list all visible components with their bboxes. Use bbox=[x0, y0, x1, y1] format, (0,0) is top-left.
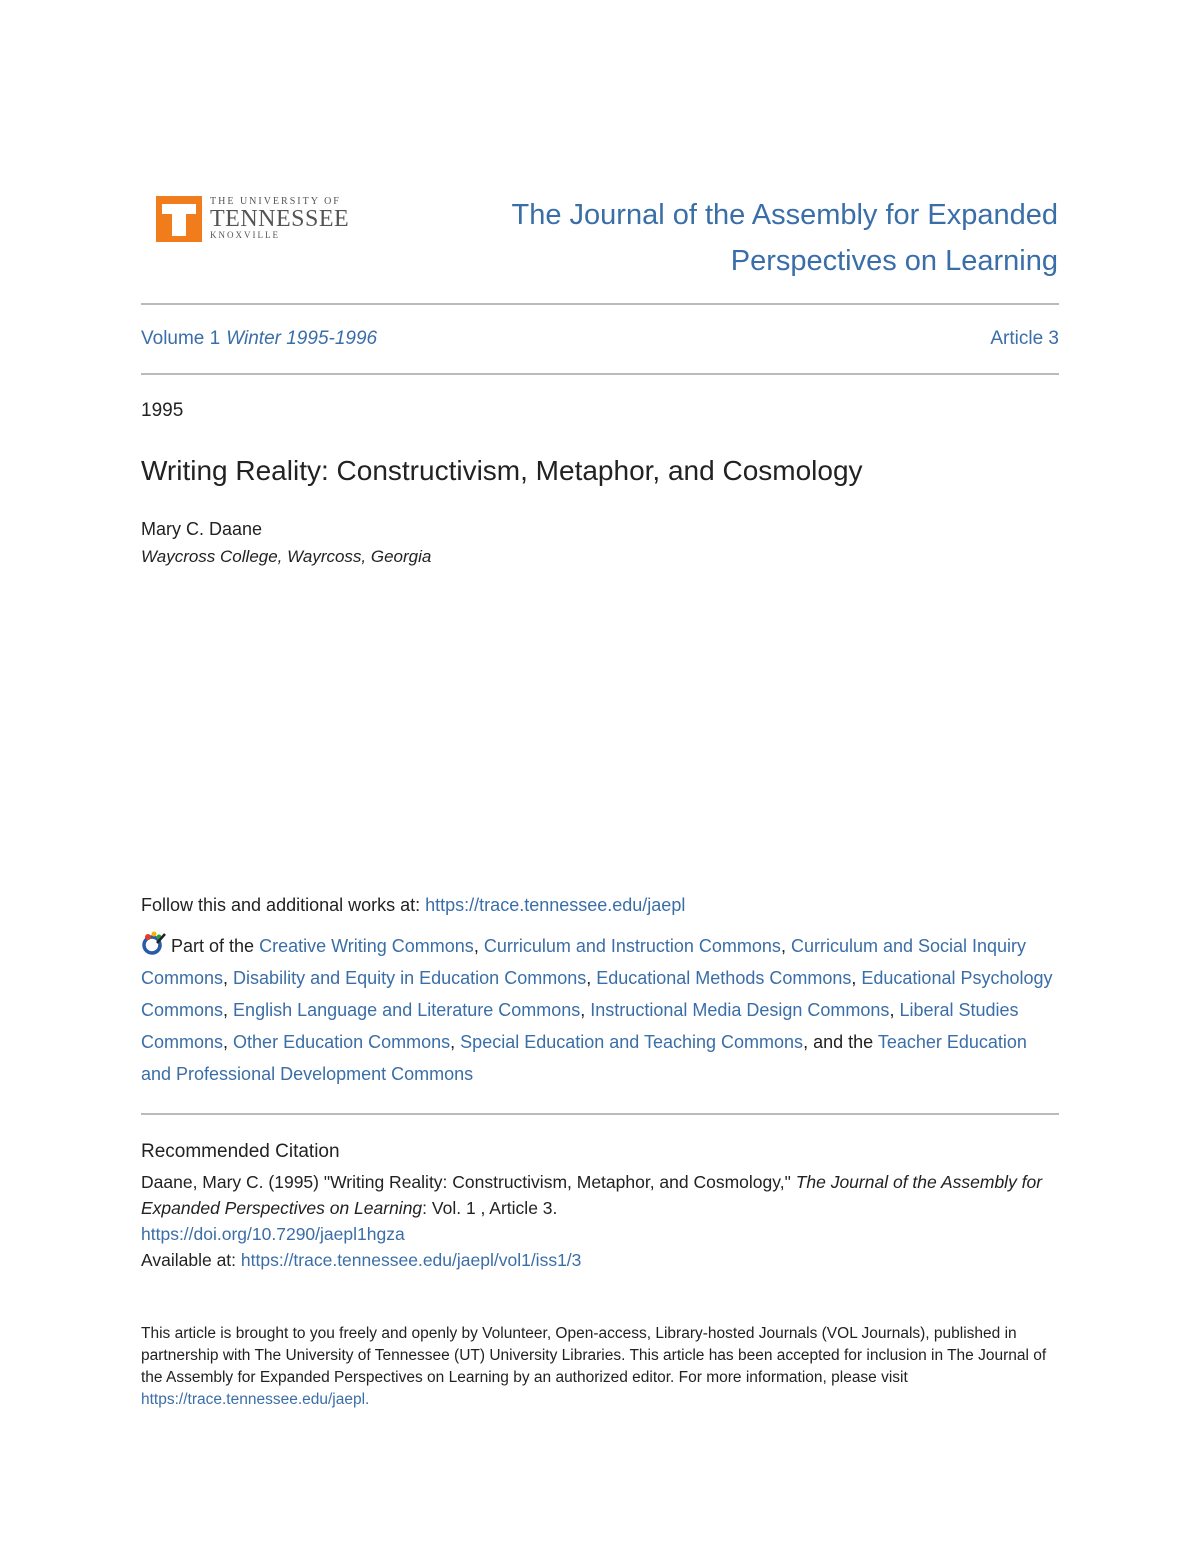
volume-row bbox=[141, 328, 1059, 350]
part-of-prefix: Part of the bbox=[171, 936, 255, 956]
journal-title[interactable] bbox=[418, 192, 1058, 284]
doi-link[interactable]: https://doi.org/10.7290/jaepl1hgza bbox=[141, 1224, 405, 1244]
commons-link[interactable]: Disability and Equity in Education Commons bbox=[233, 968, 587, 988]
commons-link[interactable]: English Language and Literature Commons bbox=[233, 1000, 581, 1020]
commons-link[interactable]: Creative Writing Commons bbox=[259, 936, 474, 956]
follow-label: Follow this and additional works at: bbox=[141, 895, 421, 915]
and-the-text: and the bbox=[813, 1032, 874, 1052]
commons-link[interactable]: Curriculum and Social Inquiry Commons bbox=[141, 936, 1027, 988]
citation-heading: Recommended Citation bbox=[141, 1141, 340, 1162]
citation-block bbox=[141, 1169, 1059, 1273]
commons-link[interactable]: Educational Methods Commons bbox=[596, 968, 852, 988]
logo-line1: THE UNIVERSITY OF bbox=[210, 196, 341, 207]
author-affiliation: Waycross College, Wayrcoss, Georgia bbox=[141, 547, 432, 566]
citation-journal: The Journal of the Assembly for Expanded Perspectives on Learning bbox=[141, 1172, 1043, 1218]
available-label: Available at: bbox=[141, 1250, 237, 1270]
footer-link[interactable]: https://trace.tennessee.edu/jaepl. bbox=[141, 1391, 370, 1408]
volume-link[interactable]: Volume 1 bbox=[141, 328, 221, 349]
follow-line bbox=[141, 895, 685, 916]
divider bbox=[141, 1113, 1059, 1115]
part-of-commons: Part of the Creative Writing Commons, Curriculum and Instruction Commons, Curriculum and Social Inquiry Commons, Disability and Equity in Education Commons, Educational Methods Commons, Educational Psychology Commons, English Language and Literature Commons, Instructional Media Design Commons, Liberal Studies Commons, Other Education Commons, Special Education and Teaching Commons, and the Teacher Education and Professional Development Commons bbox=[141, 930, 1061, 1090]
available-link[interactable]: https://trace.tennessee.edu/jaepl/vol1/iss1/3 bbox=[240, 1250, 582, 1270]
commons-link[interactable]: Teacher Education and Professional Development Commons bbox=[141, 1032, 1027, 1084]
issue-link[interactable]: Winter 1995-1996 bbox=[226, 328, 378, 349]
power-t-icon bbox=[156, 196, 202, 242]
article-number-link[interactable]: Article 3 bbox=[990, 328, 1059, 349]
footer-text: This article is brought to you freely and openly by Volunteer, Open-access, Library-hosted Journals (VOL Journals), published in partnership with The University of Tennessee (UT) University Libraries. This article has been accepted for inclusion in The Journal of the Assembly for Expanded Perspectives on Learning by an authorized editor. For more information, please visit bbox=[141, 1325, 1047, 1386]
commons-link[interactable]: Special Education and Teaching Commons bbox=[460, 1032, 804, 1052]
divider bbox=[141, 303, 1059, 305]
citation-text: Daane, Mary C. (1995) "Writing Reality: Constructivism, Metaphor, and Cosmology," bbox=[141, 1172, 791, 1192]
commons-link[interactable]: Liberal Studies Commons bbox=[141, 1000, 1019, 1052]
citation-volume: : Vol. 1 , Article 3. bbox=[422, 1198, 558, 1218]
divider bbox=[141, 373, 1059, 375]
commons-link[interactable]: Educational Psychology Commons bbox=[141, 968, 1053, 1020]
commons-link[interactable]: Instructional Media Design Commons bbox=[590, 1000, 890, 1020]
author-name: Mary C. Daane bbox=[141, 519, 263, 539]
journal-title-line1[interactable]: The Journal of the Assembly for Expanded bbox=[511, 199, 1058, 231]
footer-notice bbox=[141, 1323, 1059, 1411]
logo-line3: KNOXVILLE bbox=[210, 230, 280, 240]
article-title: Writing Reality: Constructivism, Metaphor, and Cosmology bbox=[141, 455, 863, 486]
commons-link[interactable]: Other Education Commons bbox=[233, 1032, 451, 1052]
commons-link[interactable]: Curriculum and Instruction Commons bbox=[483, 936, 781, 956]
follow-link[interactable]: https://trace.tennessee.edu/jaepl bbox=[425, 895, 686, 915]
logo-line2: TENNESSEE bbox=[210, 206, 350, 232]
network-icon bbox=[141, 930, 167, 956]
university-logo bbox=[156, 196, 366, 242]
publication-year: 1995 bbox=[141, 400, 184, 421]
journal-title-line2[interactable]: Perspectives on Learning bbox=[730, 245, 1058, 277]
